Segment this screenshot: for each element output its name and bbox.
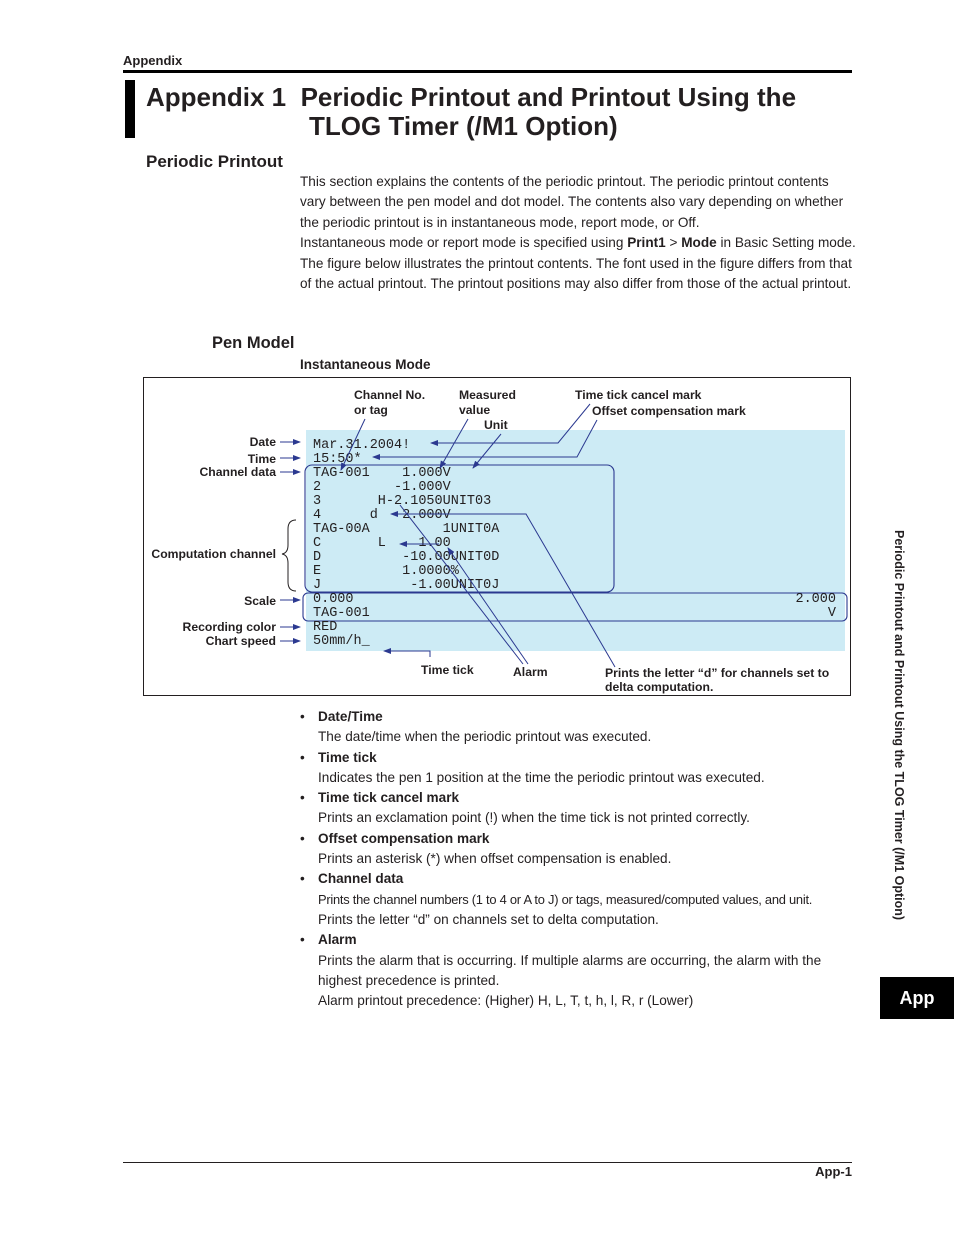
- label-time-tick-cancel: Time tick cancel mark: [575, 388, 702, 402]
- description-item: [300, 748, 856, 789]
- intro-p2-tail: in Basic Setting mode.: [716, 235, 856, 251]
- label-chart-speed: Chart speed: [205, 634, 276, 648]
- printout-line-scale-left: 0.000: [313, 592, 354, 607]
- description-item: [300, 869, 856, 930]
- label-channel-no-1: Channel No.: [354, 388, 426, 402]
- printout-line-chE: E 1.0000%: [313, 564, 459, 579]
- title-line-1: Appendix 1 Periodic Printout and Printout Using the: [146, 82, 797, 112]
- description-term: Time tick: [318, 749, 377, 765]
- description-text: Prints the alarm that is occurring. If multiple alarms are occurring, the alarm with the highest precedence is printed.: [318, 952, 822, 988]
- description-term: Alarm: [318, 932, 357, 948]
- label-measured-1: Measured: [459, 388, 516, 402]
- intro-paragraph-1: This section explains the contents of the periodic printout. The periodic printout contents vary between the pen model and dot model. The contents also vary depending on whether the periodic printout is in instantaneous mode, report mode, or Off.: [300, 174, 844, 230]
- intro-p2-print1: Print1: [627, 235, 666, 251]
- bottom-rule: [123, 1162, 852, 1163]
- label-alarm: Alarm: [513, 665, 548, 679]
- intro-text: [300, 172, 856, 294]
- description-item: [300, 788, 856, 829]
- description-item: [300, 930, 856, 1011]
- page-number: App-1: [815, 1164, 852, 1179]
- appendix-tab: App: [880, 977, 954, 1019]
- description-text: Prints the channel numbers (1 to 4 or A to J) or tags, measured/computed values, and unit.: [318, 891, 813, 907]
- bullet-icon: •: [300, 830, 305, 846]
- bullet-icon: •: [300, 749, 305, 765]
- label-measured-2: value: [459, 403, 491, 417]
- description-text: Alarm printout precedence: (Higher) H, L, T, t, h, l, R, r (Lower): [318, 993, 694, 1009]
- top-rule: [123, 70, 852, 73]
- section-heading: Periodic Printout: [146, 152, 283, 171]
- description-text: Prints an asterisk (*) when offset compensation is enabled.: [318, 851, 672, 867]
- description-text: Prints the letter “d” on channels set to delta computation.: [318, 911, 659, 927]
- left-arrows: [280, 442, 300, 641]
- label-computation-channel: Computation channel: [151, 547, 276, 561]
- printout-unit-right: V: [827, 606, 836, 621]
- label-offset-comp: Offset compensation mark: [592, 404, 746, 418]
- description-text: Indicates the pen 1 position at the time the periodic printout was executed.: [318, 769, 765, 785]
- intro-p2-gt: >: [665, 235, 682, 251]
- printout-line-chC: C L 1.00: [313, 536, 451, 551]
- mode-heading: Instantaneous Mode: [300, 357, 431, 372]
- bullet-icon: •: [300, 871, 305, 887]
- title-bar-marker: [125, 80, 135, 138]
- description-term: Time tick cancel mark: [318, 790, 460, 806]
- description-term: Offset compensation mark: [318, 830, 490, 846]
- bullet-icon: •: [300, 709, 305, 724]
- printout-line-ch2: 2 -1.000V: [313, 480, 451, 495]
- printout-line-ch3: 3 H-2.1050UNIT03: [313, 494, 492, 509]
- label-prints-d-1: Prints the letter “d” for channels set to: [605, 666, 830, 680]
- title-line-2: TLOG Timer (/M1 Option): [309, 111, 618, 141]
- intro-paragraph-2: [300, 233, 856, 253]
- bullet-icon: •: [300, 790, 305, 806]
- label-date: Date: [249, 435, 276, 449]
- printout-line-ch1: TAG-001 1.000V: [313, 466, 451, 481]
- page-title: [146, 83, 796, 141]
- intro-p2-text: Instantaneous mode or report mode is specified using: [300, 235, 628, 251]
- label-recording-color: Recording color: [182, 620, 276, 634]
- label-unit: Unit: [484, 418, 508, 432]
- printout-scale-right: 2.000: [795, 592, 836, 607]
- description-list: [300, 707, 856, 1011]
- label-time: Time: [247, 452, 276, 466]
- printout-line-chD: D -10.00UNIT0D: [313, 550, 500, 565]
- description-term: Date/Time: [318, 709, 383, 724]
- printout-line-scale-tag: TAG-001: [313, 606, 370, 621]
- printout-line-ch4: 4 d 2.000V: [313, 508, 451, 523]
- intro-paragraph-3: The figure below illustrates the printout contents. The font used in the figure differs from that of the actual printout. The printout positions may also differ from those of the actual printout.: [300, 255, 852, 292]
- computation-brace: [282, 520, 296, 591]
- printout-line-chJ: J -1.00UNIT0J: [313, 578, 500, 593]
- intro-p2-mode: Mode: [681, 235, 717, 251]
- side-running-title: Periodic Printout and Printout Using the TLOG Timer (/M1 Option): [892, 530, 906, 921]
- label-scale: Scale: [244, 594, 276, 608]
- printout-line-time: 15:50*: [313, 452, 362, 467]
- printout-line-color: RED: [313, 620, 338, 635]
- label-channel-no-2: or tag: [354, 403, 388, 417]
- label-prints-d-2: delta computation.: [605, 680, 714, 694]
- label-time-tick: Time tick: [421, 663, 474, 677]
- subsection-heading: Pen Model: [212, 334, 295, 352]
- printout-figure: [143, 377, 851, 696]
- label-channel-data: Channel data: [199, 465, 276, 479]
- description-item: [300, 829, 856, 870]
- description-term: Channel data: [318, 871, 404, 887]
- running-header: Appendix: [123, 53, 183, 68]
- printout-line-chA: TAG-00A 1UNIT0A: [313, 522, 500, 537]
- description-item: [300, 707, 856, 748]
- printout-line-speed: 50mm/h_: [313, 634, 370, 649]
- printout-line-date: Mar.31.2004!: [313, 438, 411, 453]
- description-text: The date/time when the periodic printout was executed.: [318, 729, 652, 745]
- bullet-icon: •: [300, 932, 305, 948]
- description-text: Prints an exclamation point (!) when the time tick is not printed correctly.: [318, 810, 750, 826]
